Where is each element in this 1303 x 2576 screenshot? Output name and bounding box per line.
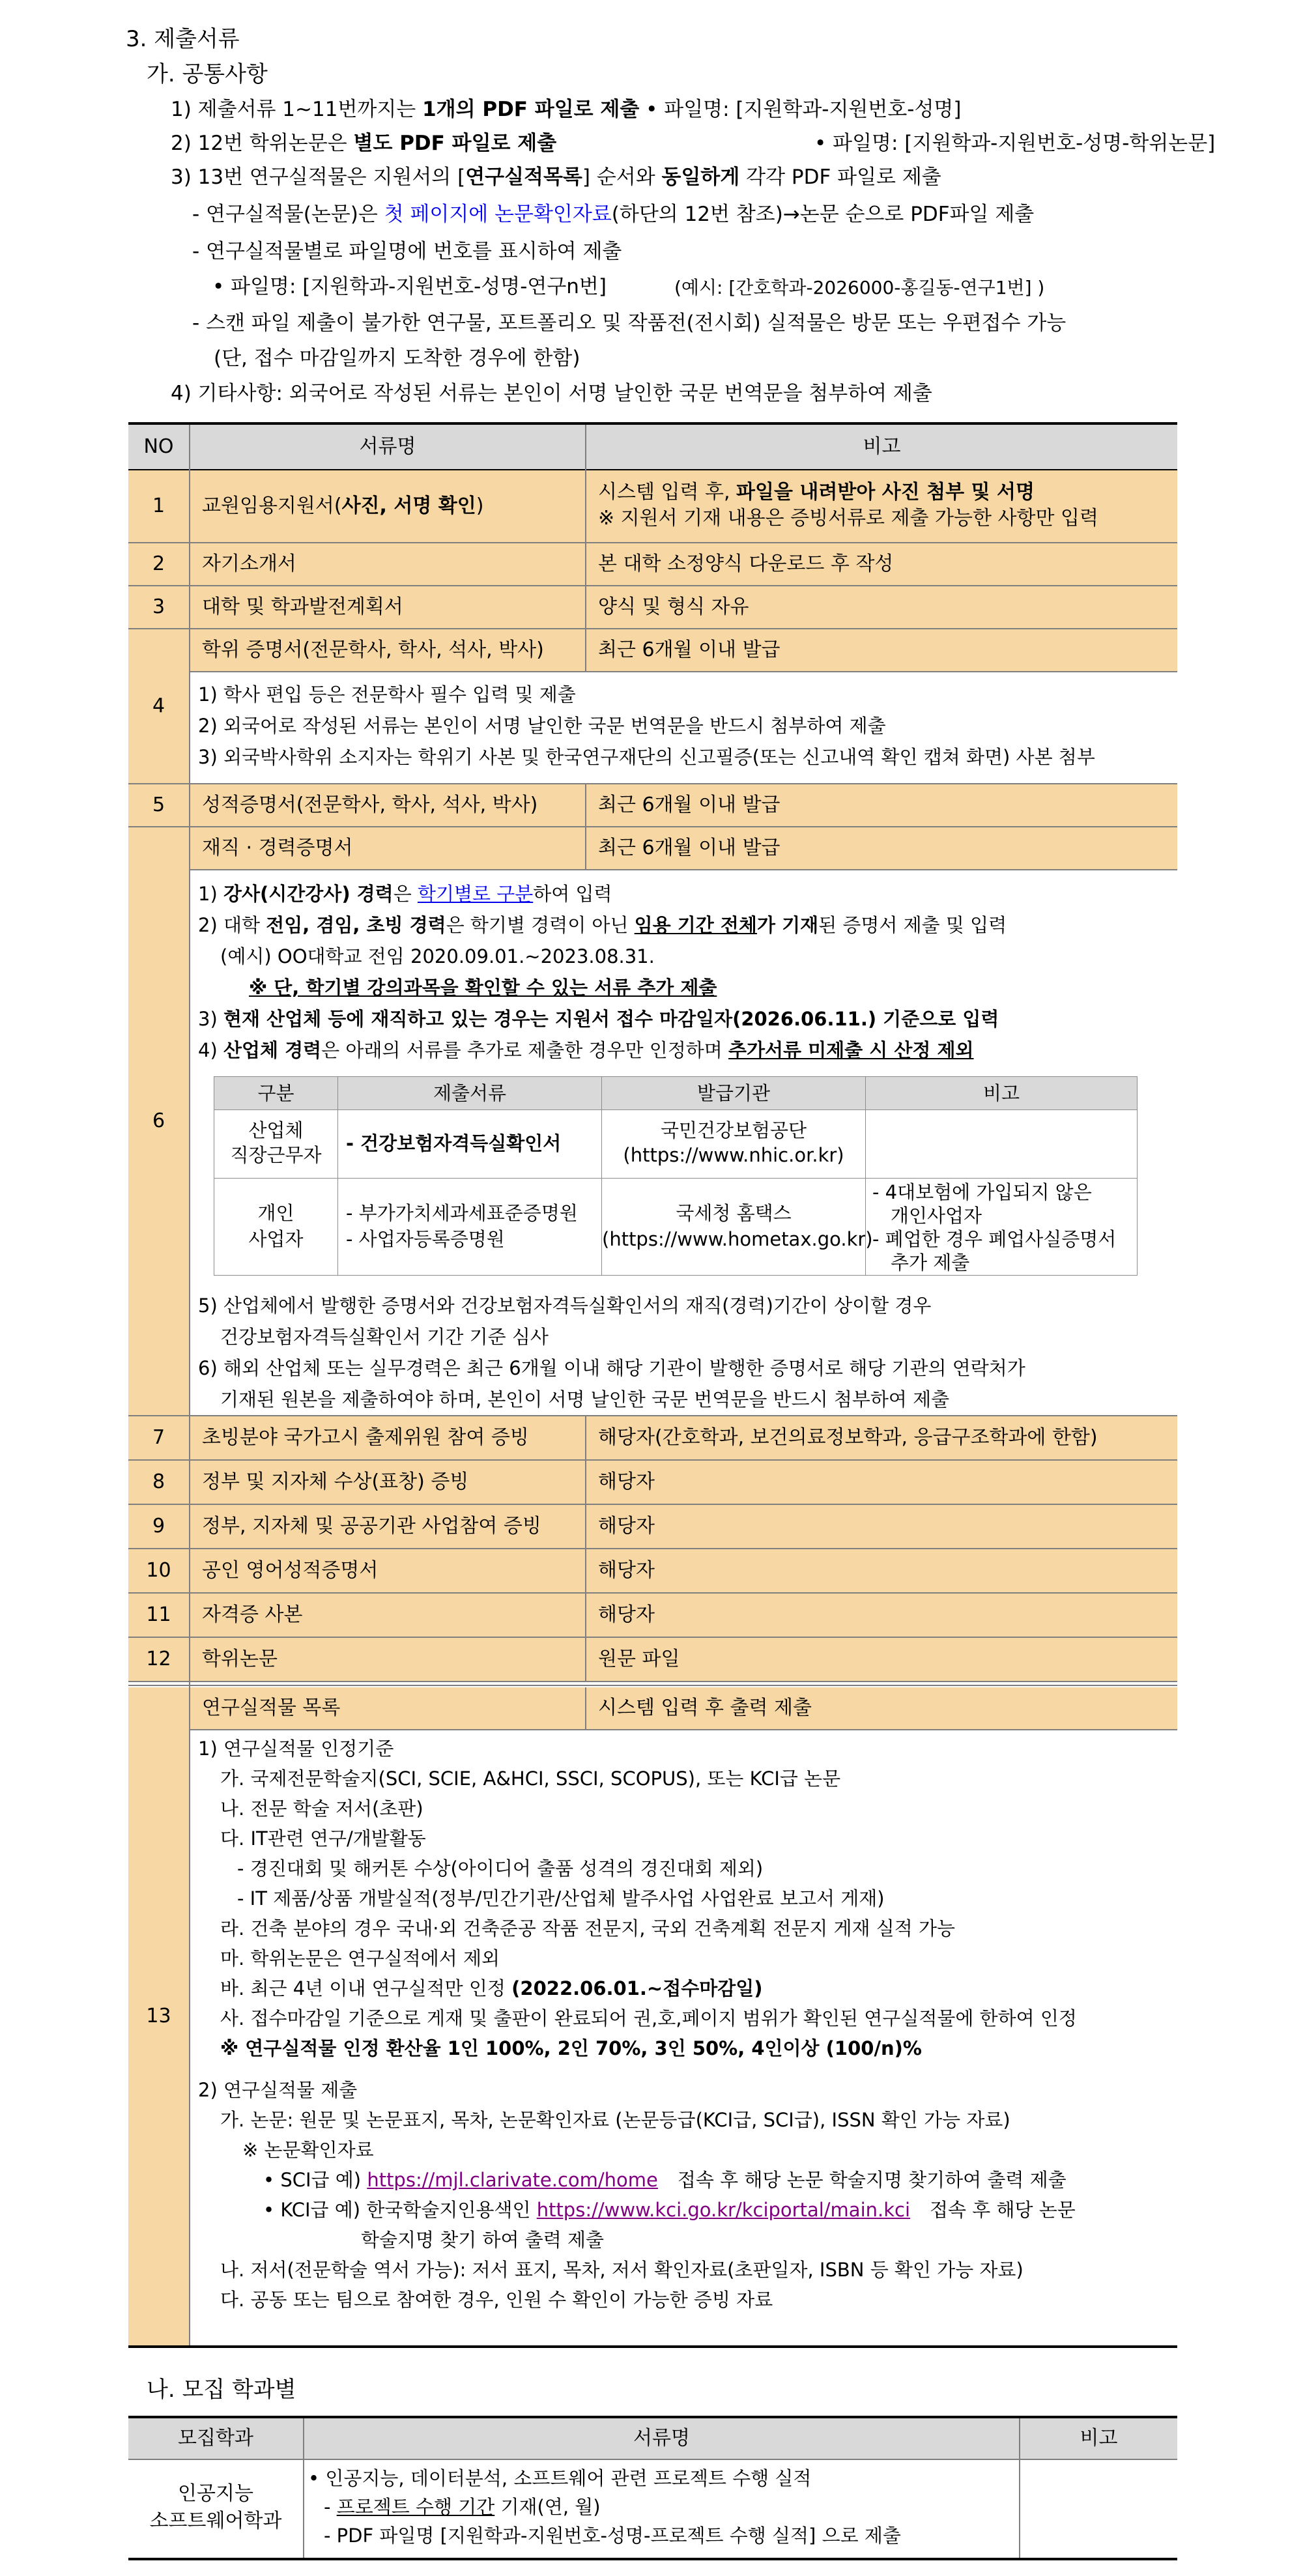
row-11-no: 11 xyxy=(128,1594,189,1637)
table-b-docs: • 인공지능, 데이터분석, 소프트웨어 관련 프로젝트 수행 실적 - 프로젝트 수행 기간 기재(연, 월) - PDF 파일명 [지원학과-지원번호-성명-프로젝트 수행 실적] 으로 제출 xyxy=(308,2467,901,2547)
row-3-note: 양식 및 형식 자유 xyxy=(586,586,1177,628)
row-1-no: 1 xyxy=(128,470,189,542)
item-3-sub-3: • 파일명: [지원학과-지원번호-성명-연구n번] xyxy=(212,275,607,298)
row-5-name: 성적증명서(전문학사, 학사, 석사, 박사) xyxy=(190,784,585,826)
table-b-bottom-border xyxy=(128,2558,1177,2560)
item-3: 3) 13번 연구실적물은 지원서의 [연구실적목록] 순서와 동일하게 각각 PDF 파일로 제출 xyxy=(171,165,941,189)
row-10-note: 해당자 xyxy=(586,1549,1177,1592)
row-6-d2-example: (예시) OO대학교 전임 2020.09.01.~2023.08.31. xyxy=(220,945,655,967)
subtable-row-employee-type: 산업체 직장근무자 xyxy=(214,1109,338,1179)
kci-link[interactable]: https://www.kci.go.kr/kciportal/main.kci xyxy=(536,2199,911,2221)
item-2-filename: • 파일명: [지원학과-지원번호-성명-학위논문] xyxy=(814,132,1216,155)
row-6-no: 6 xyxy=(128,827,189,1415)
subtable-row-employee-note xyxy=(865,1109,1138,1179)
item-3-sub-4: - 스캔 파일 제출이 불가한 연구물, 포트폴리오 및 작품전(전시회) 실적물은 방문 또는 우편접수 가능 xyxy=(192,311,1067,335)
row-2-name: 자기소개서 xyxy=(190,543,585,585)
subtable-row-business-issuer: 국세청 홈택스 (https://www.hometax.go.kr) xyxy=(601,1178,866,1276)
row-8-name: 정부 및 지자체 수상(표창) 증빙 xyxy=(190,1461,585,1504)
row-6-d4: 4) 산업체 경력은 아래의 서류를 추가로 제출한 경우만 인정하며 추가서류 미제출 시 산정 제외 xyxy=(198,1039,974,1061)
row-6-name: 재직 · 경력증명서 xyxy=(190,827,585,869)
row-9-name: 정부, 지자체 및 공공기관 사업참여 증빙 xyxy=(190,1505,585,1548)
row-6-note: 최근 6개월 이내 발급 xyxy=(586,827,1177,869)
row-13-name: 연구실적물 목록 xyxy=(190,1687,585,1729)
row-9-no: 9 xyxy=(128,1505,189,1548)
table-b-header-note: 비고 xyxy=(1020,2418,1177,2459)
subtable-header-note: 비고 xyxy=(865,1076,1138,1110)
row-4-name: 학위 증명서(전문학사, 학사, 석사, 박사) xyxy=(190,629,585,671)
row-6-details xyxy=(190,870,1177,1415)
subsection-title: 가. 공통사항 xyxy=(147,61,268,87)
row-10-no: 10 xyxy=(128,1549,189,1592)
table-b-header-dept: 모집학과 xyxy=(128,2418,303,2459)
item-3-sub-1: - 연구실적물(논문)은 첫 페이지에 논문확인자료(하단의 12번 참조)→논문 순으로 PDF파일 제출 xyxy=(192,203,1035,226)
subtable-row-employee-issuer: 국민건강보험공단 (https://www.nhic.or.kr) xyxy=(601,1109,866,1179)
table-b-header-name: 서류명 xyxy=(304,2418,1019,2459)
row-3-name: 대학 및 학과발전계획서 xyxy=(190,586,585,628)
header-name: 서류명 xyxy=(190,425,585,469)
table-b-dept: 인공지능 소프트웨어학과 xyxy=(149,2482,282,2532)
row-6-d6b: 기재된 원본을 제출하여야 하며, 본인이 서명 날인한 국문 번역문을 반드시 첨부하여 제출 xyxy=(220,1388,950,1410)
row-8-note: 해당자 xyxy=(586,1461,1177,1504)
row-12-note: 원문 파일 xyxy=(586,1638,1177,1681)
subtable-header-issuer: 발급기관 xyxy=(601,1076,866,1110)
header-no: NO xyxy=(128,425,189,469)
item-2: 2) 12번 학위논문은 별도 PDF 파일로 제출 xyxy=(171,132,557,155)
row-11-note: 해당자 xyxy=(586,1594,1177,1637)
row-13-details: 1) 연구실적물 인정기준 가. 국제전문학술지(SCI, SCIE, A&HCI, SSCI, SCOPUS), 또는 KCI급 논문 나. 전문 학술 저서(초판) 다. IT관련 연구/개발활동 - 경진대회 및 해커톤 수상(아이디어 출품 성격의 경진대회 제외) - IT 제품/상품 개발실적(정부/민간기관/산업체 발주사업 사업완료 보고서 게재) 라. 건축 분야의 경우 국내·외 건축준공 작품 전문지, 국외 건축계획 전문지 게재 실적 가능 마. 학위논문은 연구실적에서 제외 바. 최근 4년 이내 연구실적만 인정 (2022.06.01.~접수마감일) 사. 접수마감일 기준으로 게재 및 출판이 완료되어 권,호,페이지 범위가 확인된 연구실적물에 한하여 인정 ※ 연구실적물 인정 환산율 1인 100%, 2인 70%, 3인 50%, 4인이상 (100/n)% 2) 연구실적물 제출 가. 논문: 원문 및 논문표지, 목차, 논문확인자료 (논문등급(KCI급, SCI급), ISSN 확인 가능 자료) ※ 논문확인자료 • SCI급 예) https://mjl.clarivate.com/home 접속 후 해당 논문 학술지명 찾기하여 출력 제출 • KCI급 예) 한국학술지인용색인 https://www.kci.go.kr/kciportal/main.kci 접속 후 해당 논문 학술지명 찾기 하여 출력 제출 나. 저서(전문학술 역서 가능): 저서 표지, 목차, 저서 확인자료(초판일자, ISBN 등 확인 가능 자료) 다. 공동 또는 팀으로 참여한 경우, 인원 수 확인이 가능한 증빙 자료 xyxy=(198,1738,1077,2311)
table-header-border xyxy=(128,469,1177,470)
row-1-name: 교원임용지원서( 사진, 서명 확인 ) xyxy=(190,470,585,542)
row-13-note: 시스템 입력 후 출력 제출 xyxy=(586,1687,1177,1729)
row-6-d3: 3) 현재 산업체 등에 재직하고 있는 경우는 지원서 접수 마감일자(2026.06.11.) 기준으로 입력 xyxy=(198,1008,999,1030)
table-b-note xyxy=(1020,2460,1177,2558)
row-4-note: 최근 6개월 이내 발급 xyxy=(586,629,1177,671)
row-6-d1: 1) 강사(시간강사) 경력은 학기별로 구분하여 입력 xyxy=(198,883,612,905)
row-7-note: 해당자(간호학과, 보건의료정보학과, 응급구조학과에 한함) xyxy=(586,1416,1177,1459)
section-b-title: 나. 모집 학과별 xyxy=(147,2377,296,2403)
row-2-note: 본 대학 소정양식 다운로드 후 작성 xyxy=(586,543,1177,585)
row-11-name: 자격증 사본 xyxy=(190,1594,585,1637)
subtable-row-business-docs: - 부가가치세과세표준증명원 - 사업자등록증명원 xyxy=(337,1178,602,1276)
row-5-note: 최근 6개월 이내 발급 xyxy=(586,784,1177,826)
row-7-no: 7 xyxy=(128,1416,189,1459)
subtable-header-docs: 제출서류 xyxy=(337,1076,602,1110)
row-3-no: 3 xyxy=(128,586,189,628)
row-7-name: 초빙분야 국가고시 출제위원 참여 증빙 xyxy=(190,1416,585,1459)
row-6-d2-note: ※ 단, 학기별 강의과목을 확인할 수 있는 서류 추가 제출 xyxy=(249,977,717,999)
row-6-d5b: 건강보험자격득실확인서 기간 기준 심사 xyxy=(220,1326,549,1348)
row-13-no: 13 xyxy=(128,1687,189,2345)
row-6-d6: 6) 해외 산업체 또는 실무경력은 최근 6개월 이내 해당 기관이 발행한 증명서로 해당 기관의 연락처가 xyxy=(198,1357,1025,1379)
row-12-name: 학위논문 xyxy=(190,1638,585,1681)
item-3-sub-5: (단, 접수 마감일까지 도착한 경우에 한함) xyxy=(214,347,580,370)
row-1-note: 시스템 입력 후, 파일을 내려받아 사진 첨부 및 서명 ※ 지원서 기재 내용은 증빙서류로 제출 가능한 사항만 입력 xyxy=(586,470,1177,542)
sci-link[interactable]: https://mjl.clarivate.com/home xyxy=(367,2169,658,2191)
row-4-details: 1) 학사 편입 등은 전문학사 필수 입력 및 제출 2) 외국어로 작성된 서류는 본인이 서명 날인한 국문 번역문을 반드시 첨부하여 제출 3) 외국박사학위 소지자는 학위기 사본 및 한국연구재단의 신고필증(또는 신고내역 확인 캡쳐 화면) 사본 첨부 xyxy=(198,683,1095,768)
item-1: 1) 제출서류 1~11번까지는 1개의 PDF 파일로 제출 • 파일명: [지원학과-지원번호-성명] xyxy=(171,98,962,121)
row-9-note: 해당자 xyxy=(586,1505,1177,1548)
item-3-sub-3-example: (예시: [간호학과-2026000-홍길동-연구1번] ) xyxy=(674,277,1045,298)
row-6-d2: 2) 대학 전임, 겸임, 초빙 경력은 학기별 경력이 아닌 임용 기간 전체가 기재된 증명서 제출 및 입력 xyxy=(198,914,1007,936)
subtable-row-business-note: - 4대보험에 가입되지 않은 개인사업자 - 폐업한 경우 폐업사실증명서 추가 제출 xyxy=(865,1178,1138,1276)
table-bottom-border xyxy=(128,2345,1177,2348)
header-note: 비고 xyxy=(586,425,1177,469)
subtable-row-business-type: 개인 사업자 xyxy=(214,1178,338,1276)
row-8-no: 8 xyxy=(128,1461,189,1504)
subtable-row-employee-docs: - 건강보험자격득실확인서 xyxy=(337,1109,602,1179)
row-12-no: 12 xyxy=(128,1638,189,1681)
section-title: 3. 제출서류 xyxy=(126,26,240,52)
item-3-sub-2: - 연구실적물별로 파일명에 번호를 표시하여 제출 xyxy=(192,240,622,263)
subtable-header-type: 구분 xyxy=(214,1076,338,1110)
row-2-no: 2 xyxy=(128,543,189,585)
item-4: 4) 기타사항: 외국어로 작성된 서류는 본인이 서명 날인한 국문 번역문을 첨부하여 제출 xyxy=(171,382,932,405)
row-4-no: 4 xyxy=(128,629,189,783)
row-6-d5: 5) 산업체에서 발행한 증명서와 건강보험자격득실확인서의 재직(경력)기간이 상이할 경우 xyxy=(198,1295,932,1317)
row-10-name: 공인 영어성적증명서 xyxy=(190,1549,585,1592)
row-5-no: 5 xyxy=(128,784,189,826)
